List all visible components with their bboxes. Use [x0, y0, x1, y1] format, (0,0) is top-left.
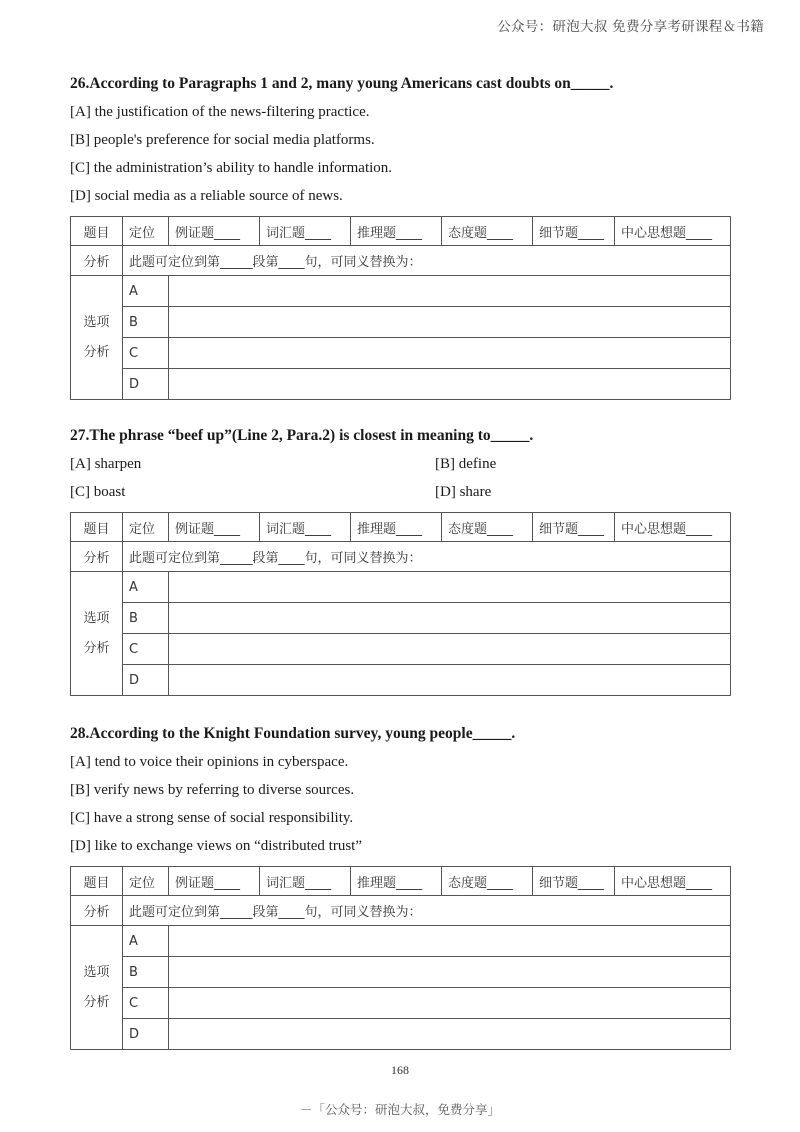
locate-sentence-cell: 此题可定位到第_____段第____句，可同义替换为： — [123, 542, 731, 572]
type-cell: 例证题____ — [169, 513, 260, 542]
analysis-table-slot — [70, 216, 730, 400]
options-analysis-label-cell — [71, 572, 123, 696]
option-answer-cell — [169, 1019, 731, 1050]
option-d: [D] like to exchange views on “distributed trust” — [70, 838, 363, 854]
question-title: 28.According to the Knight Foundation survey, young people_____. — [70, 725, 516, 742]
type-cell: 中心思想题____ — [615, 867, 731, 896]
page-number: 168 — [391, 1063, 409, 1077]
topic-label-cell: 题目 — [71, 513, 123, 542]
locate-sentence-cell: 此题可定位到第_____段第____句，可同义替换为： — [123, 896, 731, 926]
option-answer-cell — [169, 369, 731, 400]
option-answer-cell — [169, 634, 731, 665]
locate-sentence-cell: 此题可定位到第_____段第____句，可同义替换为： — [123, 246, 731, 276]
option-letter-cell: B — [123, 603, 169, 634]
question-27 — [70, 422, 730, 696]
type-cell: 例证题____ — [169, 867, 260, 896]
options-label: 选项 — [83, 964, 110, 980]
type-cell: 词汇题____ — [260, 513, 351, 542]
type-cell: 态度题____ — [442, 217, 533, 246]
type-cell: 词汇题____ — [260, 217, 351, 246]
locate-label-cell: 定位 — [123, 867, 169, 896]
option-answer-cell — [169, 338, 731, 369]
analysis-table — [70, 512, 731, 696]
analysis-label-cell: 分析 — [71, 896, 123, 926]
option-letter-cell: C — [123, 988, 169, 1019]
analysis-label: 分析 — [83, 344, 110, 360]
analysis-label: 分析 — [83, 994, 110, 1010]
option-b: [B] define — [435, 456, 497, 472]
type-cell: 推理题____ — [351, 513, 442, 542]
option-letter-cell: B — [123, 957, 169, 988]
option-c: [C] the administration’s ability to handle information. — [70, 160, 393, 176]
header-watermark: 公众号：研泡大叔 免费分享考研课程＆书籍 — [497, 19, 764, 35]
option-letter-cell: A — [123, 572, 169, 603]
footer-watermark: －「公众号：研泡大叔，免费分享」 — [299, 1102, 500, 1117]
type-cell: 细节题____ — [533, 867, 615, 896]
option-answer-cell — [169, 276, 731, 307]
analysis-table-slot — [70, 866, 730, 1050]
analysis-table — [70, 866, 731, 1050]
option-answer-cell — [169, 572, 731, 603]
type-cell: 中心思想题____ — [615, 217, 731, 246]
type-cell: 细节题____ — [533, 513, 615, 542]
question-title: 27.The phrase “beef up”(Line 2, Para.2) is closest in meaning to_____. — [70, 427, 534, 444]
option-letter-cell: B — [123, 307, 169, 338]
question-26 — [70, 70, 730, 400]
option-letter-cell: D — [123, 1019, 169, 1050]
analysis-table — [70, 216, 731, 400]
options-grid — [70, 450, 730, 506]
option-letter-cell: A — [123, 276, 169, 307]
option-letter-cell: D — [123, 369, 169, 400]
type-cell: 中心思想题____ — [615, 513, 731, 542]
option-d: [D] social media as a reliable source of news. — [70, 188, 343, 204]
option-c: [C] boast — [70, 484, 126, 500]
option-letter-cell: C — [123, 338, 169, 369]
locate-label-cell: 定位 — [123, 217, 169, 246]
option-letter-cell: C — [123, 634, 169, 665]
type-cell: 态度题____ — [442, 513, 533, 542]
option-answer-cell — [169, 957, 731, 988]
options-label: 选项 — [83, 314, 110, 330]
analysis-label: 分析 — [83, 640, 110, 656]
analysis-table-slot — [70, 512, 730, 696]
option-answer-cell — [169, 603, 731, 634]
type-cell: 词汇题____ — [260, 867, 351, 896]
type-cell: 细节题____ — [533, 217, 615, 246]
topic-label-cell: 题目 — [71, 217, 123, 246]
option-a: [A] the justification of the news-filtering practice. — [70, 104, 370, 120]
option-answer-cell — [169, 665, 731, 696]
option-letter-cell: D — [123, 665, 169, 696]
options-analysis-label-cell — [71, 926, 123, 1050]
question-title: 26.According to Paragraphs 1 and 2, many young Americans cast doubts on_____. — [70, 75, 614, 92]
question-28 — [70, 720, 730, 1050]
options-label: 选项 — [83, 610, 110, 626]
option-c: [C] have a strong sense of social responsibility. — [70, 810, 354, 826]
type-cell: 推理题____ — [351, 217, 442, 246]
option-b: [B] verify news by referring to diverse sources. — [70, 782, 355, 798]
locate-label-cell: 定位 — [123, 513, 169, 542]
option-letter-cell: A — [123, 926, 169, 957]
option-answer-cell — [169, 926, 731, 957]
option-a: [A] sharpen — [70, 456, 142, 472]
analysis-label-cell: 分析 — [71, 246, 123, 276]
option-a: [A] tend to voice their opinions in cyberspace. — [70, 754, 349, 770]
type-cell: 推理题____ — [351, 867, 442, 896]
option-b: [B] people's preference for social media platforms. — [70, 132, 375, 148]
type-cell: 例证题____ — [169, 217, 260, 246]
option-answer-cell — [169, 988, 731, 1019]
option-answer-cell — [169, 307, 731, 338]
analysis-label-cell: 分析 — [71, 542, 123, 572]
option-d: [D] share — [435, 484, 492, 500]
topic-label-cell: 题目 — [71, 867, 123, 896]
options-analysis-label-cell — [71, 276, 123, 400]
type-cell: 态度题____ — [442, 867, 533, 896]
